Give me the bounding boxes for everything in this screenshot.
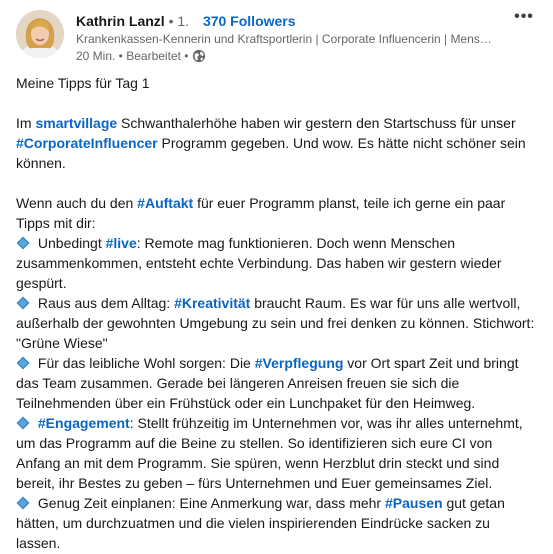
blue-diamond-icon — [16, 295, 30, 309]
hashtag-live[interactable]: #live — [105, 235, 137, 251]
hashtag-corporateinfluencer[interactable]: #CorporateInfluencer — [16, 135, 158, 151]
text-segment: für euer Programm planst, teile ich gerne ein paar Tipps mit dir: — [16, 195, 506, 231]
text-segment: Schwanthalerhöhe haben wir gestern den Startschuss für unser — [117, 115, 516, 131]
more-options-icon[interactable]: ••• — [514, 8, 534, 25]
avatar[interactable] — [16, 10, 64, 58]
author-headline: Krankenkassen-Kennerin und Kraftsportlerin | Corporate Influencerin | Mens… — [76, 32, 492, 46]
tip-3 — [16, 353, 536, 413]
text-segment: Wenn auch du den — [16, 195, 138, 211]
text-segment: vor Ort spart Zeit und bringt das Team zusammen. Gerade bei längeren Anreisen freuen sie sich die Teilnehmenden über ein Frühstück oder ein Lunchpaket für den Heimweg. — [16, 355, 519, 411]
mention-smartvillage[interactable]: smartvillage — [35, 115, 118, 131]
author-meta — [76, 12, 506, 64]
post-timestamp — [76, 48, 506, 64]
text-segment: braucht Raum. Es war für uns alle wertvoll, außerhalb der gewohnten Umgebung zu sein und frei denken zu können. Stichwort: "Grüne Wiese" — [16, 295, 535, 351]
connection-separator: • — [168, 13, 174, 29]
post-intro: Meine Tipps für Tag 1 — [16, 75, 150, 91]
text-segment: Unbedingt — [34, 235, 106, 251]
avatar-photo — [16, 10, 64, 58]
tip-5 — [16, 493, 536, 553]
hashtag-auftakt[interactable]: #Auftakt — [137, 195, 194, 211]
followers-link[interactable]: 370 Followers — [202, 13, 296, 29]
tip-4 — [16, 413, 536, 493]
post-body — [16, 73, 536, 553]
text-segment: : Stellt frühzeitig im Unternehmen vor, was ihr alles unternehmt, um das Programm auf die Beine zu stellen. So identifizieren sich eure CI von Anfang an mit dem Programm. Sie spüren, wenn Herzblut drin steckt und sind bereit, ihr Bestes zu geben – fürs Unternehmen und Euer gemeinsames Ziel. — [16, 415, 523, 491]
tip-2 — [16, 293, 536, 353]
blue-diamond-icon — [16, 415, 30, 429]
hashtag-engagement[interactable]: #Engagement — [37, 415, 130, 431]
text-segment: gut getan hätten, um durchzuatmen und die vielen inspirierenden Eindrücke sacken zu lassen. — [16, 495, 505, 551]
author-name[interactable]: Kathrin Lanzl — [76, 13, 165, 29]
hashtag-verpflegung[interactable]: #Verpflegung — [254, 355, 344, 371]
hashtag-kreativitaet[interactable]: #Kreativität — [174, 295, 251, 311]
author-line — [76, 12, 506, 30]
hashtag-pausen[interactable]: #Pausen — [384, 495, 443, 511]
globe-icon — [192, 49, 206, 63]
post-header — [16, 10, 536, 66]
text-segment: Genug Zeit einplanen: Eine Anmerkung war, dass mehr — [34, 495, 385, 511]
post-paragraph-1 — [16, 113, 536, 173]
blue-diamond-icon — [16, 495, 30, 509]
text-segment: Programm gegeben. Und wow. Es hätte nicht schöner sein können. — [16, 135, 526, 171]
text-segment: Raus aus dem Alltag: — [34, 295, 175, 311]
post-paragraph-2 — [16, 193, 536, 233]
text-segment: : Remote mag funktionieren. Doch wenn Menschen zusammenkommen, entsteht echte Verbindung. Das haben wir gestern wieder gespürt. — [16, 235, 502, 291]
blue-diamond-icon — [16, 355, 30, 369]
blue-diamond-icon — [16, 235, 30, 249]
text-segment: Im — [16, 115, 36, 131]
tip-1 — [16, 233, 536, 293]
post-time-text: 20 Min. • Bearbeitet • — [76, 49, 189, 63]
text-segment: Für das leibliche Wohl sorgen: Die — [34, 355, 255, 371]
connection-degree: 1. — [177, 13, 190, 29]
